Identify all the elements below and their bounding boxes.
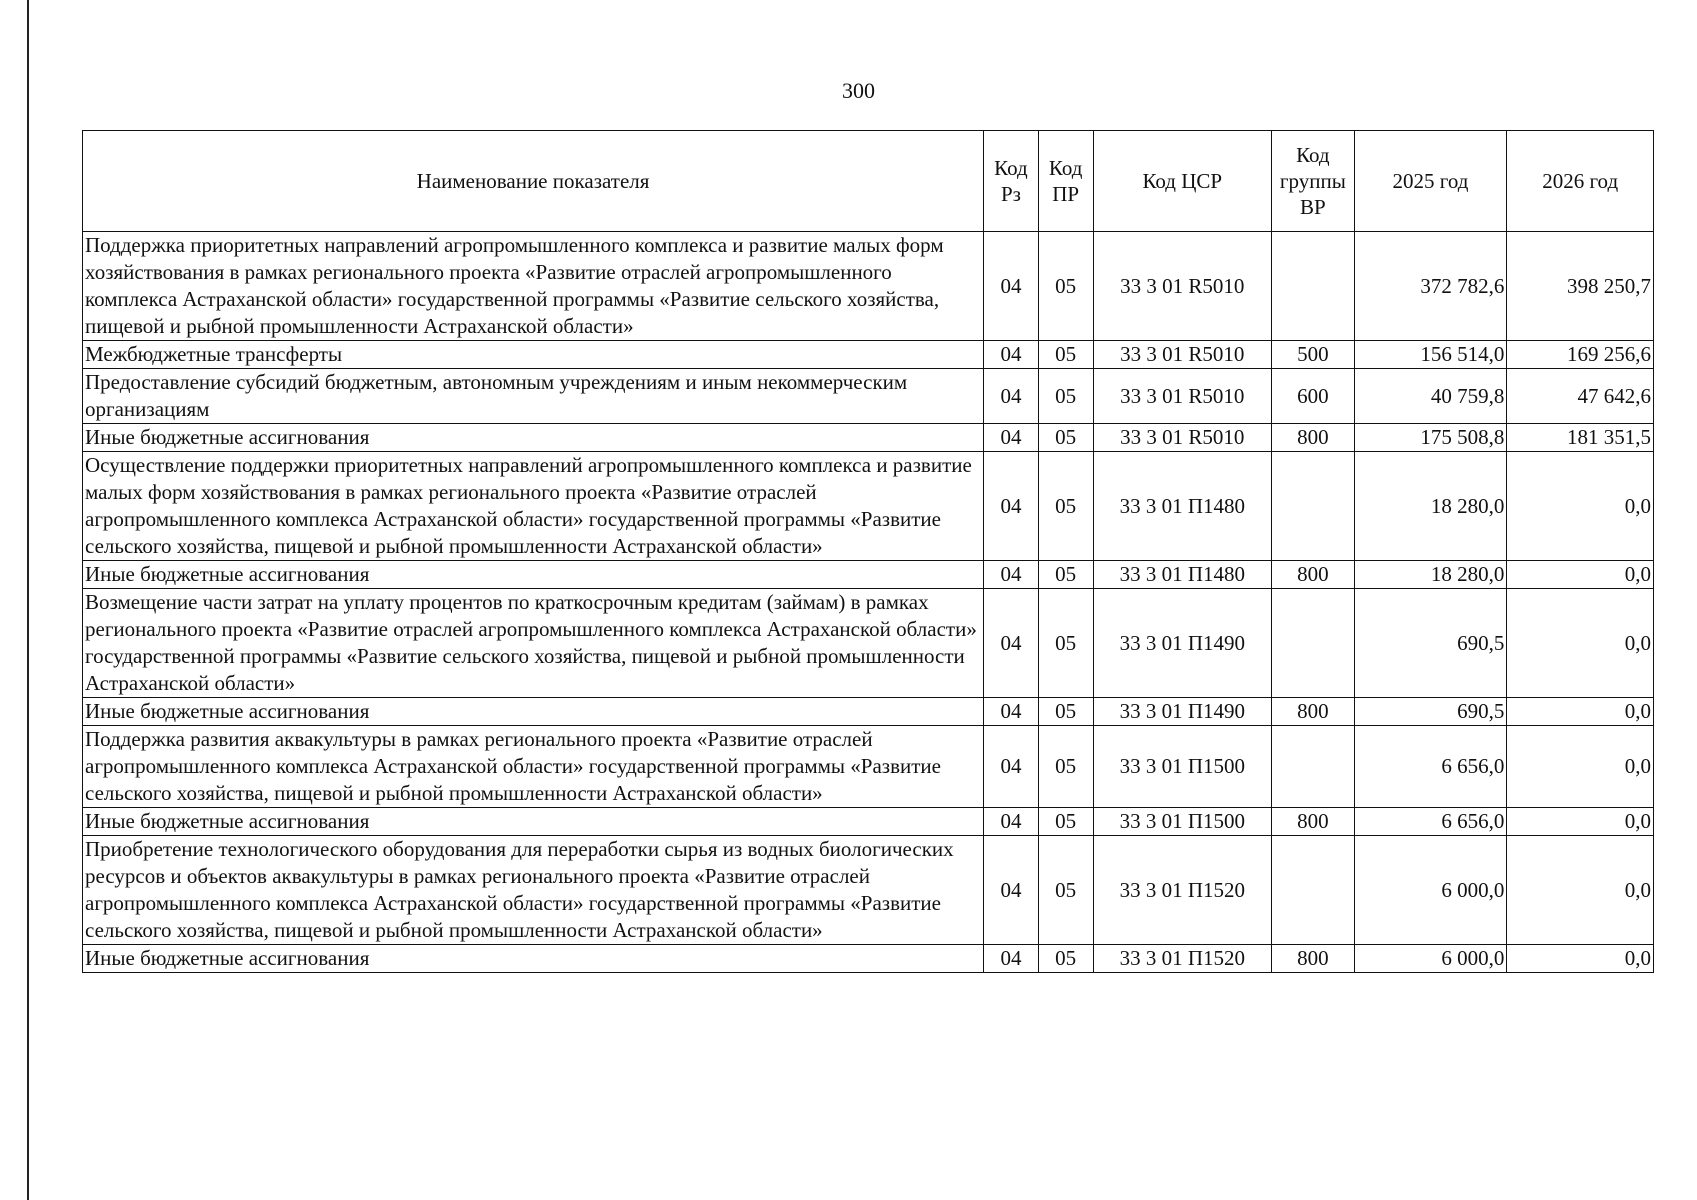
cell-name: Поддержка развития аквакультуры в рамках регионального проекта «Развитие отраслей агропромышленного комплекса Астраханской области» государственной программы «Развитие сельского хозяйства, пищевой и рыбной промышленности Астраханской области» [83, 726, 984, 808]
cell-name: Поддержка приоритетных направлений агропромышленного комплекса и развитие малых форм хозяйствования в рамках регионального проекта «Развитие отраслей агропромышленного комплекса Астраханской области» государственной программы «Развитие сельского хозяйства, пищевой и рыбной промышленности Астраханской области» [83, 232, 984, 341]
cell-vr [1272, 232, 1355, 341]
table-row [83, 808, 1654, 836]
cell-name: Иные бюджетные ассигнования [83, 698, 984, 726]
table-row [83, 369, 1654, 424]
page-number: 300 [842, 78, 875, 103]
cell-pr: 05 [1038, 424, 1093, 452]
cell-pr: 05 [1038, 945, 1093, 973]
cell-2025: 40 759,8 [1354, 369, 1507, 424]
cell-rz: 04 [984, 424, 1039, 452]
header-2026: 2026 год [1507, 131, 1654, 232]
header-csr: Код ЦСР [1093, 131, 1272, 232]
cell-name: Приобретение технологического оборудования для переработки сырья из водных биологических ресурсов и объектов аквакультуры в рамках регионального проекта «Развитие отраслей агропромышленного комплекса Астраханской области» государственной программы «Развитие сельского хозяйства, пищевой и рыбной промышленности Астраханской области» [83, 836, 984, 945]
table-row [83, 561, 1654, 589]
cell-2025: 18 280,0 [1354, 561, 1507, 589]
cell-2026: 47 642,6 [1507, 369, 1654, 424]
header-vr-line1: Код [1296, 143, 1330, 167]
header-vr-line2: группы [1279, 169, 1346, 193]
cell-2025: 6 656,0 [1354, 726, 1507, 808]
header-pr [1038, 131, 1093, 232]
cell-2025: 690,5 [1354, 698, 1507, 726]
cell-pr: 05 [1038, 232, 1093, 341]
cell-vr: 600 [1272, 369, 1355, 424]
header-pr-line2: ПР [1052, 182, 1080, 206]
cell-rz: 04 [984, 369, 1039, 424]
cell-csr: 33 3 01 R5010 [1093, 232, 1272, 341]
header-rz-line2: Рз [1000, 182, 1021, 206]
table-row [83, 726, 1654, 808]
cell-rz: 04 [984, 836, 1039, 945]
cell-vr: 800 [1272, 945, 1355, 973]
table-row [83, 589, 1654, 698]
cell-2025: 18 280,0 [1354, 452, 1507, 561]
cell-pr: 05 [1038, 698, 1093, 726]
budget-table [82, 130, 1654, 973]
cell-pr: 05 [1038, 836, 1093, 945]
cell-2026: 0,0 [1507, 698, 1654, 726]
cell-pr: 05 [1038, 369, 1093, 424]
page-margin-rule [27, 0, 29, 1200]
cell-csr: 33 3 01 П1490 [1093, 589, 1272, 698]
cell-rz: 04 [984, 726, 1039, 808]
cell-name: Предоставление субсидий бюджетным, автономным учреждениям и иным некоммерческим организациям [83, 369, 984, 424]
cell-name: Иные бюджетные ассигнования [83, 561, 984, 589]
cell-csr: 33 3 01 П1520 [1093, 945, 1272, 973]
table-row [83, 452, 1654, 561]
header-vr-line3: ВР [1300, 195, 1326, 219]
cell-pr: 05 [1038, 589, 1093, 698]
cell-vr: 800 [1272, 561, 1355, 589]
cell-csr: 33 3 01 П1520 [1093, 836, 1272, 945]
header-name: Наименование показателя [83, 131, 984, 232]
header-vr [1272, 131, 1355, 232]
cell-vr [1272, 452, 1355, 561]
cell-vr [1272, 836, 1355, 945]
cell-2026: 181 351,5 [1507, 424, 1654, 452]
cell-name: Межбюджетные трансферты [83, 341, 984, 369]
header-rz [984, 131, 1039, 232]
table-header-row [83, 131, 1654, 232]
cell-name: Иные бюджетные ассигнования [83, 424, 984, 452]
cell-pr: 05 [1038, 452, 1093, 561]
cell-rz: 04 [984, 808, 1039, 836]
table-row [83, 836, 1654, 945]
cell-pr: 05 [1038, 341, 1093, 369]
cell-csr: 33 3 01 П1480 [1093, 452, 1272, 561]
cell-2025: 6 656,0 [1354, 808, 1507, 836]
cell-name: Возмещение части затрат на уплату процентов по краткосрочным кредитам (займам) в рамках регионального проекта «Развитие отраслей агропромышленного комплекса Астраханской области» государственной программы «Развитие сельского хозяйства, пищевой и рыбной промышленности Астраханской области» [83, 589, 984, 698]
cell-2026: 0,0 [1507, 589, 1654, 698]
cell-2026: 0,0 [1507, 836, 1654, 945]
cell-2026: 0,0 [1507, 945, 1654, 973]
cell-csr: 33 3 01 R5010 [1093, 424, 1272, 452]
cell-2025: 372 782,6 [1354, 232, 1507, 341]
cell-rz: 04 [984, 232, 1039, 341]
cell-vr: 800 [1272, 424, 1355, 452]
cell-vr [1272, 589, 1355, 698]
table-row [83, 232, 1654, 341]
cell-csr: 33 3 01 П1500 [1093, 726, 1272, 808]
cell-2026: 0,0 [1507, 452, 1654, 561]
cell-rz: 04 [984, 452, 1039, 561]
cell-csr: 33 3 01 R5010 [1093, 341, 1272, 369]
cell-2026: 0,0 [1507, 726, 1654, 808]
header-pr-line1: Код [1048, 156, 1083, 180]
table-row [83, 698, 1654, 726]
cell-csr: 33 3 01 П1490 [1093, 698, 1272, 726]
cell-rz: 04 [984, 589, 1039, 698]
cell-vr: 500 [1272, 341, 1355, 369]
cell-2025: 690,5 [1354, 589, 1507, 698]
cell-2026: 169 256,6 [1507, 341, 1654, 369]
cell-2026: 0,0 [1507, 808, 1654, 836]
table-row [83, 424, 1654, 452]
cell-2026: 398 250,7 [1507, 232, 1654, 341]
cell-name: Иные бюджетные ассигнования [83, 808, 984, 836]
cell-csr: 33 3 01 П1500 [1093, 808, 1272, 836]
cell-rz: 04 [984, 698, 1039, 726]
cell-pr: 05 [1038, 726, 1093, 808]
cell-name: Осуществление поддержки приоритетных направлений агропромышленного комплекса и развитие малых форм хозяйствования в рамках регионального проекта «Развитие отраслей агропромышленного комплекса Астраханской области» государственной программы «Развитие сельского хозяйства, пищевой и рыбной промышленности Астраханской области» [83, 452, 984, 561]
cell-2025: 175 508,8 [1354, 424, 1507, 452]
cell-rz: 04 [984, 561, 1039, 589]
cell-vr: 800 [1272, 808, 1355, 836]
cell-2025: 6 000,0 [1354, 945, 1507, 973]
table-row [83, 945, 1654, 973]
cell-2026: 0,0 [1507, 561, 1654, 589]
table-row [83, 341, 1654, 369]
header-rz-line1: Код [994, 156, 1028, 180]
cell-csr: 33 3 01 R5010 [1093, 369, 1272, 424]
cell-name: Иные бюджетные ассигнования [83, 945, 984, 973]
cell-pr: 05 [1038, 808, 1093, 836]
header-2025: 2025 год [1354, 131, 1507, 232]
cell-vr: 800 [1272, 698, 1355, 726]
cell-rz: 04 [984, 341, 1039, 369]
cell-2025: 6 000,0 [1354, 836, 1507, 945]
cell-csr: 33 3 01 П1480 [1093, 561, 1272, 589]
cell-2025: 156 514,0 [1354, 341, 1507, 369]
cell-rz: 04 [984, 945, 1039, 973]
cell-pr: 05 [1038, 561, 1093, 589]
cell-vr [1272, 726, 1355, 808]
